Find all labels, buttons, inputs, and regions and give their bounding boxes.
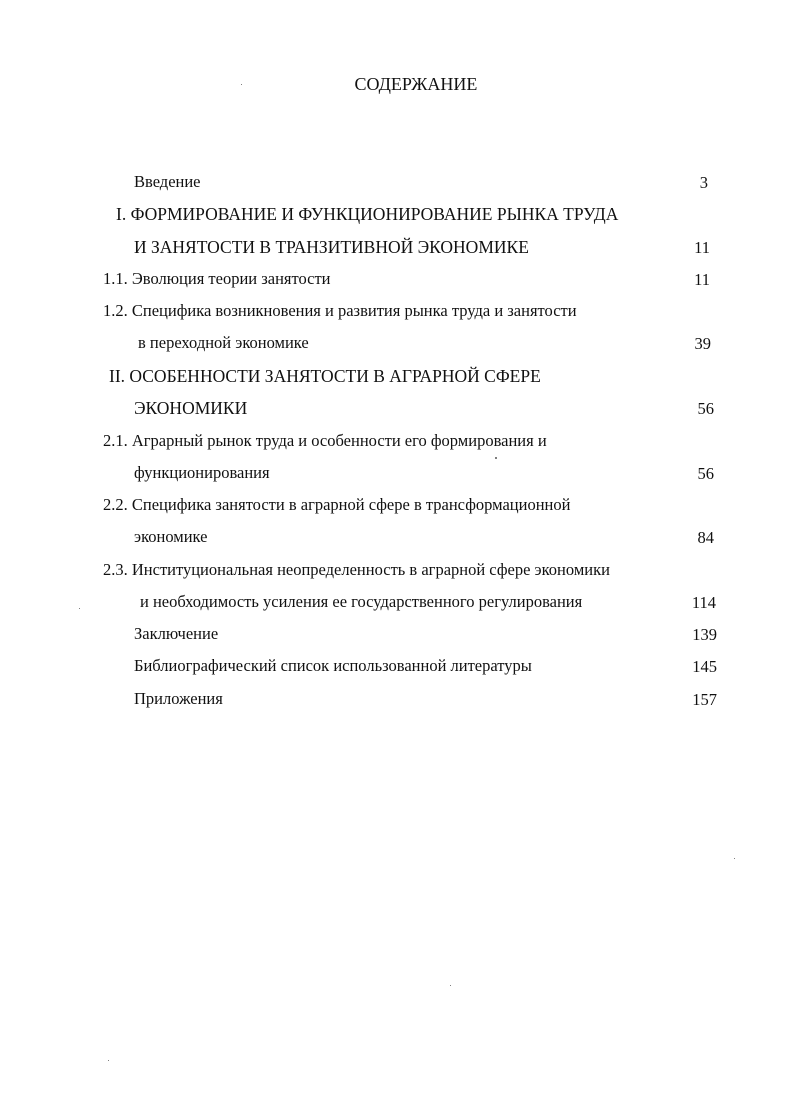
- scan-speck: [495, 457, 497, 459]
- toc-page-number: 139: [692, 625, 717, 644]
- toc-chapter-1-title-cont: И ЗАНЯТОСТИ В ТРАНЗИТИВНОЙ ЭКОНОМИКЕ: [134, 237, 529, 257]
- toc-page-number: 56: [697, 464, 714, 483]
- toc-page-number: 39: [694, 334, 711, 353]
- toc-page-number: 56: [697, 399, 714, 418]
- toc-chapter-2-title: II. ОСОБЕННОСТИ ЗАНЯТОСТИ В АГРАРНОЙ СФЕРЕ: [109, 366, 541, 386]
- scan-speck: [108, 1060, 109, 1061]
- toc-page-number: 11: [694, 270, 710, 289]
- scan-speck: [241, 84, 242, 85]
- toc-entry-introduction: Введение: [134, 172, 201, 191]
- toc-section-1-1: 1.1. Эволюция теории занятости: [103, 269, 331, 288]
- toc-page-number: 157: [692, 690, 717, 709]
- scan-speck: [79, 608, 80, 609]
- toc-section-2-2-cont: экономике: [134, 527, 208, 546]
- toc-section-2-1: 2.1. Аграрный рынок труда и особенности его формирования и: [103, 431, 547, 450]
- toc-section-2-3-cont: и необходимость усиления ее государственного регулирования: [140, 592, 583, 611]
- toc-page-number: 114: [691, 593, 716, 612]
- toc-section-1-2-cont: в переходной экономике: [138, 333, 309, 352]
- toc-chapter-2-title-cont: ЭКОНОМИКИ: [134, 398, 248, 418]
- toc-section-1-2: 1.2. Специфика возникновения и развития рынка труда и занятости: [103, 301, 577, 320]
- scan-speck: [734, 858, 735, 859]
- toc-entry-appendices: Приложения: [134, 689, 223, 708]
- toc-page-number: 11: [694, 238, 710, 257]
- toc-entry-bibliography: Библиографический список использованной литературы: [134, 656, 532, 675]
- toc-section-2-3: 2.3. Институциональная неопределенность в аграрной сфере экономики: [103, 560, 610, 579]
- toc-page-number: 84: [697, 528, 714, 547]
- toc-chapter-1-title: I. ФОРМИРОВАНИЕ И ФУНКЦИОНИРОВАНИЕ РЫНКА ТРУДА: [116, 204, 619, 224]
- page-title: СОДЕРЖАНИЕ: [354, 74, 478, 94]
- toc-page-number: 3: [699, 173, 708, 192]
- toc-entry-conclusion: Заключение: [134, 624, 219, 643]
- toc-section-2-2: 2.2. Специфика занятости в аграрной сфере в трансформационной: [103, 495, 571, 514]
- scan-speck: [450, 985, 451, 986]
- toc-section-2-1-cont: функционирования: [134, 463, 270, 482]
- toc-page-number: 145: [692, 657, 717, 676]
